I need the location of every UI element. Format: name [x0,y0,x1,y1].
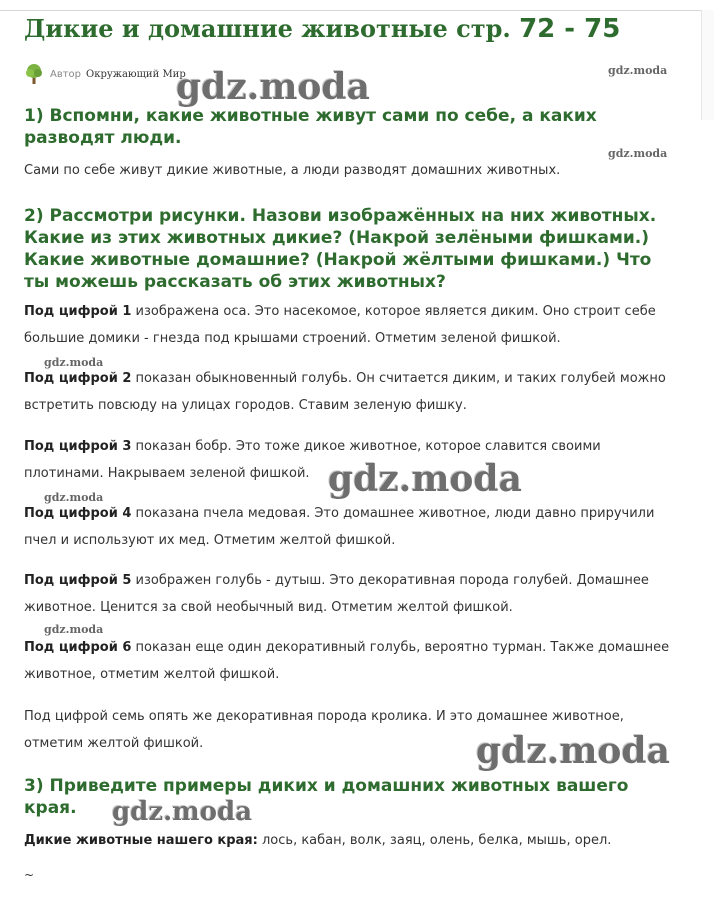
watermark-small: gdz.moda [608,64,668,77]
section-1-heading: 1) Вспомни, какие животные живут сами по себе, а каких разводят люди. [24,106,597,148]
section-3-text: лось, кабан, волк, заяц, олень, белка, мышь, орел. [257,833,612,848]
right-sidebar-edge [701,10,714,120]
page-title-pages: 72 - 75 [519,14,621,44]
answer-item-7-text: Под цифрой семь опять же декоративная порода кролика. И это домашнее животное, отметим желтой фишкой. [24,709,624,751]
author-name[interactable]: Окружающий Мир [86,68,186,80]
top-divider [0,0,714,11]
author-row [24,63,186,85]
page-title [24,14,620,44]
answer-item-4-lead: Под цифрой 4 [24,506,132,521]
section-1-answer: Сами по себе живут дикие животные, а люди разводят домашних животных. [24,163,561,178]
answer-item-2-lead: Под цифрой 2 [24,371,132,386]
end-mark: ~ [24,868,35,882]
watermark-medium: gdz.moda [112,797,253,827]
section-3-heading: 3) Приведите примеры диких и домашних животных вашего края. [24,776,629,818]
author-label: Автор [50,68,82,80]
watermark-small: gdz.moda [44,356,104,369]
section-2-heading: 2) Рассмотри рисунки. Назови изображённых на них животных. Какие из этих животных дикие? (Накрой зелёными фишками.) Какие животные домашние? (Накрой жёлтыми фишками.) Что ты можешь рассказать об этих животных? [24,206,657,292]
answer-item-6 [24,634,684,688]
answer-item-6-text: показан еще один декоративный голубь, вероятно турман. Также домашнее животное, отметим желтой фишкой. [24,640,670,682]
watermark-small: gdz.moda [44,623,104,636]
answer-item-2 [24,365,684,419]
answer-item-3-lead: Под цифрой 3 [24,439,132,454]
watermark-large: gdz.moda [176,66,370,108]
section-3-answer [24,827,684,854]
answer-item-3-text: показан бобр. Это тоже дикое животное, которое славится своими плотинами. Накрываем зеленой фишкой. [24,439,601,481]
watermark-small: gdz.moda [608,147,668,160]
answer-item-4-text: показана пчела медовая. Это домашнее животное, люди давно приручили пчел и используют их мед. Отметим желтой фишкой. [24,506,655,548]
answer-item-1-text: изображена оса. Это насекомое, которое является диким. Оно строит себе большие домики - гнезда под крышами строений. Отметим зеленой фишкой. [24,304,656,346]
answer-item-6-lead: Под цифрой 6 [24,640,132,655]
watermark-large: gdz.moda [476,730,670,772]
answer-item-5-lead: Под цифрой 5 [24,573,132,588]
watermark-small: gdz.moda [44,491,104,504]
answer-item-2-text: показан обыкновенный голубь. Он считается диким, и таких голубей можно встретить повсюду на улицах городов. Ставим зеленую фишку. [24,371,666,413]
page-title-text: Дикие и домашние животные стр. [24,14,511,43]
watermark-large: gdz.moda [328,458,522,500]
answer-item-1 [24,298,684,352]
answer-item-1-lead: Под цифрой 1 [24,304,132,319]
section-3-lead: Дикие животные нашего края: [24,833,258,848]
tree-icon [24,63,44,85]
answer-item-5-text: изображен голубь - дутыш. Это декоративная порода голубей. Домашнее животное. Ценится за свой необычный вид. Отметим желтой фишкой. [24,573,649,615]
answer-item-4 [24,500,684,554]
answer-item-5 [24,567,684,621]
